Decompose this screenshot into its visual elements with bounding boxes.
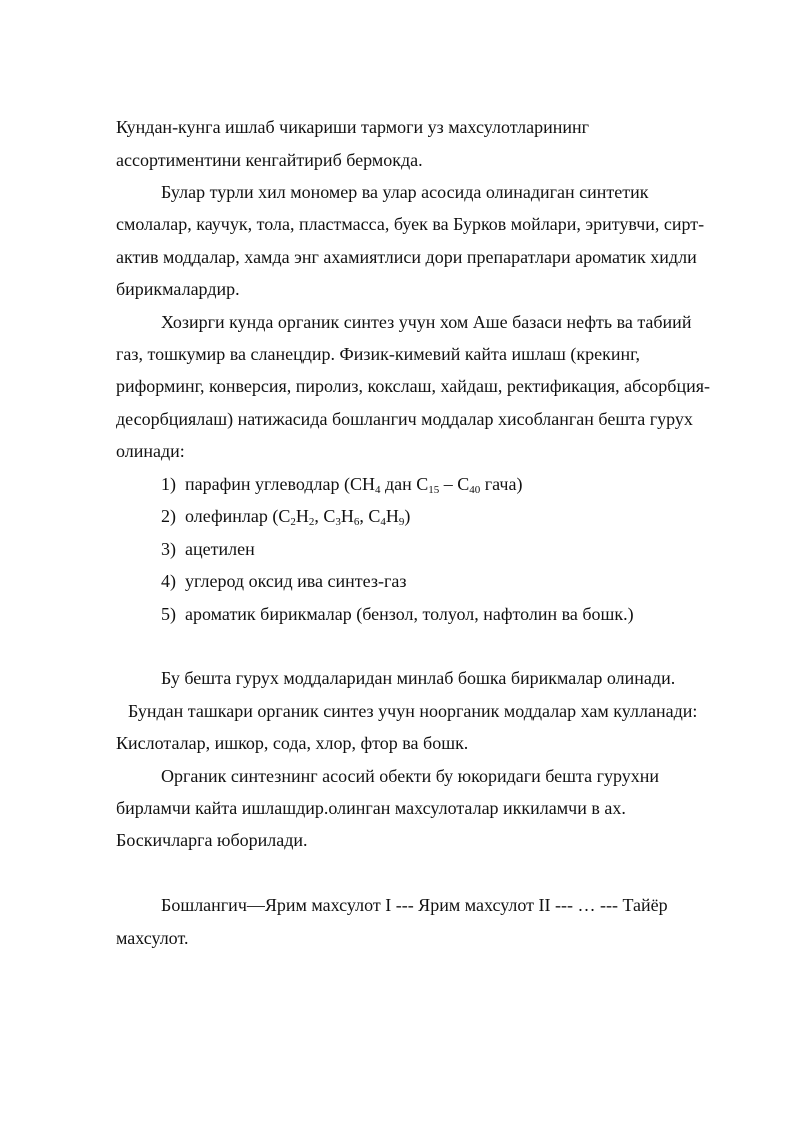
list-number: 2) <box>161 506 176 526</box>
paragraph-6-line-1: Органик синтезнинг асосий обекти бу юкоридаги бешта гурухни <box>161 766 660 786</box>
subscript: 3 <box>335 516 341 528</box>
paragraph-3-line-1: Хозирги кунда органик синтез учун хом Аше базаси нефть ва табиий <box>161 312 692 332</box>
subscript: 40 <box>469 484 481 496</box>
list-item-text: ароматик бирикмалар (бензол, толуол, нафтолин ва бошк.) <box>185 604 634 624</box>
subscript: 6 <box>353 516 360 528</box>
list-number: 4) <box>161 571 176 591</box>
list-number: 1) <box>161 474 176 494</box>
paragraph-5-line-1: Бундан ташкари органик синтез учун ноорганик моддалар хам кулланади: <box>128 701 698 721</box>
paragraph-7-line-2: махсулот. <box>116 928 189 948</box>
paragraph-7-line-1: Бошлангич—Ярим махсулот I --- Ярим махсулот II --- … --- Тайёр <box>161 895 668 915</box>
paragraph-2-line-1: Булар турли хил мономер ва улар асосида олинадиган синтетик <box>161 182 649 202</box>
list-item-text: дан C <box>380 474 429 494</box>
list-item-text: олефинлар (C <box>185 506 291 526</box>
list-item-text: ) <box>404 506 411 526</box>
subscript: 4 <box>380 516 386 528</box>
paragraph-6-line-3: Боскичларга юборилади. <box>116 830 308 850</box>
subscript: 2 <box>308 516 315 528</box>
list-number: 5) <box>161 604 176 624</box>
paragraph-3-line-4: десорбциялаш) натижасида бошлангич моддалар хисобланган бешта гурух <box>116 409 693 429</box>
list-item <box>161 603 634 625</box>
paragraph-2-line-3: актив моддалар, хамда энг ахамиятлиси дори препаратлари ароматик хидли <box>116 247 697 267</box>
paragraph-2-line-4: бирикмалардир. <box>116 279 240 299</box>
list-item-text: гача) <box>480 474 523 494</box>
list-item-text: H <box>295 506 309 526</box>
list-item-text: H <box>340 506 354 526</box>
paragraph-3-line-5: олинади: <box>116 441 185 461</box>
list-item <box>161 473 522 495</box>
subscript: 2 <box>290 516 296 528</box>
list-item-text: , C <box>359 506 381 526</box>
paragraph-3-line-3: риформинг, конверсия, пиролиз, кокслаш, хайдаш, ректификация, абсорбция- <box>116 376 711 396</box>
subscript: 15 <box>428 484 440 496</box>
list-item-text: ацетилен <box>185 539 255 559</box>
list-item-text: , C <box>314 506 336 526</box>
paragraph-1-line-1: Кундан-кунга ишлаб чикариши тармоги уз махсулотларининг <box>116 117 590 137</box>
list-item-text: углерод оксид ива синтез-газ <box>185 571 407 591</box>
list-item-text: H <box>385 506 399 526</box>
paragraph-2-line-2: смолалар, каучук, тола, пластмасса, буек ва Бурков мойлари, эритувчи, сирт- <box>116 214 705 234</box>
paragraph-6-line-2: бирламчи кайта ишлашдир.олинган махсулоталар иккиламчи в ах. <box>116 798 626 818</box>
subscript: 9 <box>398 516 405 528</box>
list-item-text: – C <box>439 474 470 494</box>
paragraph-3-line-2: газ, тошкумир ва сланецдир. Физик-кимевий кайта ишлаш (крекинг, <box>116 344 640 364</box>
paragraph-5-line-2: Кислоталар, ишкор, сода, хлор, фтор ва бошк. <box>116 733 469 753</box>
subscript: 4 <box>374 484 381 496</box>
list-item <box>161 505 410 527</box>
paragraph-4-line-1: Бу бешта гурух моддаларидан минлаб бошка бирикмалар олинади. <box>161 668 676 688</box>
list-item <box>161 570 406 592</box>
list-number: 3) <box>161 539 176 559</box>
paragraph-1-line-2: ассортиментини кенгайтириб бермокда. <box>116 150 423 170</box>
list-item-text: парафин углеводлар (CH <box>185 474 375 494</box>
list-item <box>161 538 255 560</box>
